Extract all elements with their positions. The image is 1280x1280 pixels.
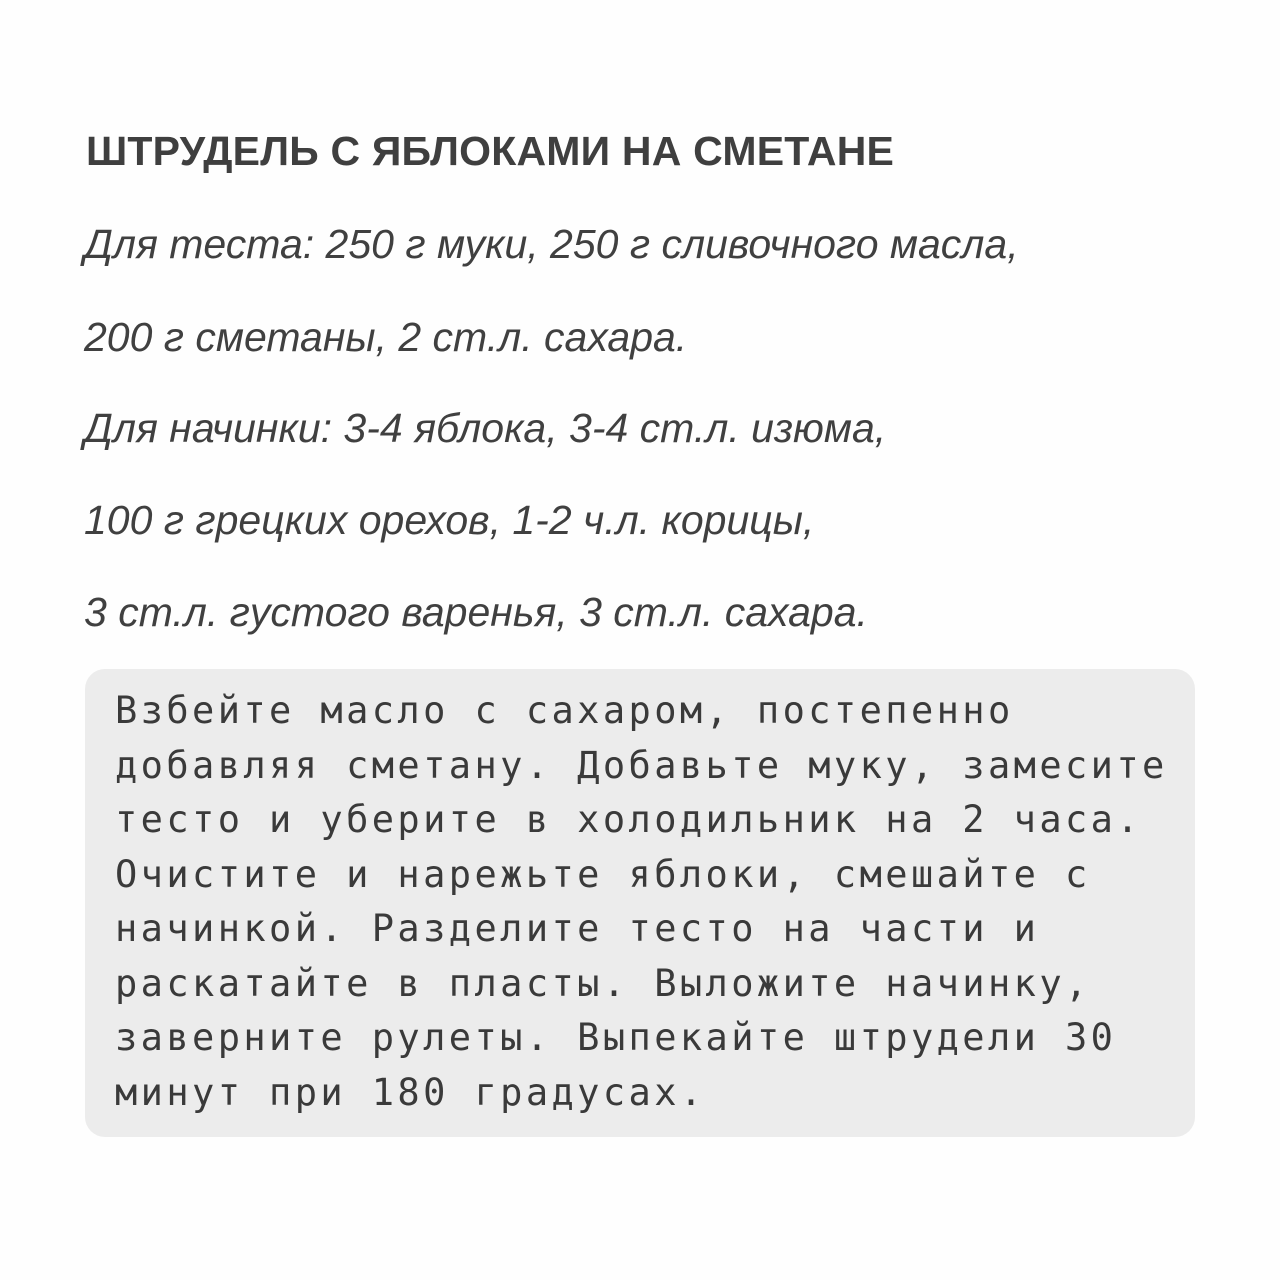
ingredient-line: Для начинки: 3-4 яблока, 3-4 ст.л. изюма, — [84, 405, 887, 451]
instructions-block — [85, 669, 1195, 1137]
ingredient-line: Для теста: 250 г муки, 250 г сливочного масла, — [84, 221, 1019, 267]
ingredient-line: 3 ст.л. густого варенья, 3 ст.л. сахара. — [84, 589, 868, 635]
recipe-title: ШТРУДЕЛЬ С ЯБЛОКАМИ НА СМЕТАНЕ — [86, 128, 895, 174]
instructions-text: Взбейте масло с сахаром, постепенно добавляя сметану. Добавьте муку, замесите тесто и уберите в холодильник на 2 часа. Очистите и нарежьте яблоки, смешайте с начинкой. Разделите тесто на части и раскатайте в пласты. Выложите начинку, заверните рулеты. Выпекайте штрудели 30 минут при 180 градусах. — [115, 689, 1168, 1114]
ingredient-line: 100 г грецких орехов, 1-2 ч.л. корицы, — [84, 497, 815, 543]
ingredient-line: 200 г сметаны, 2 ст.л. сахара. — [84, 314, 688, 360]
